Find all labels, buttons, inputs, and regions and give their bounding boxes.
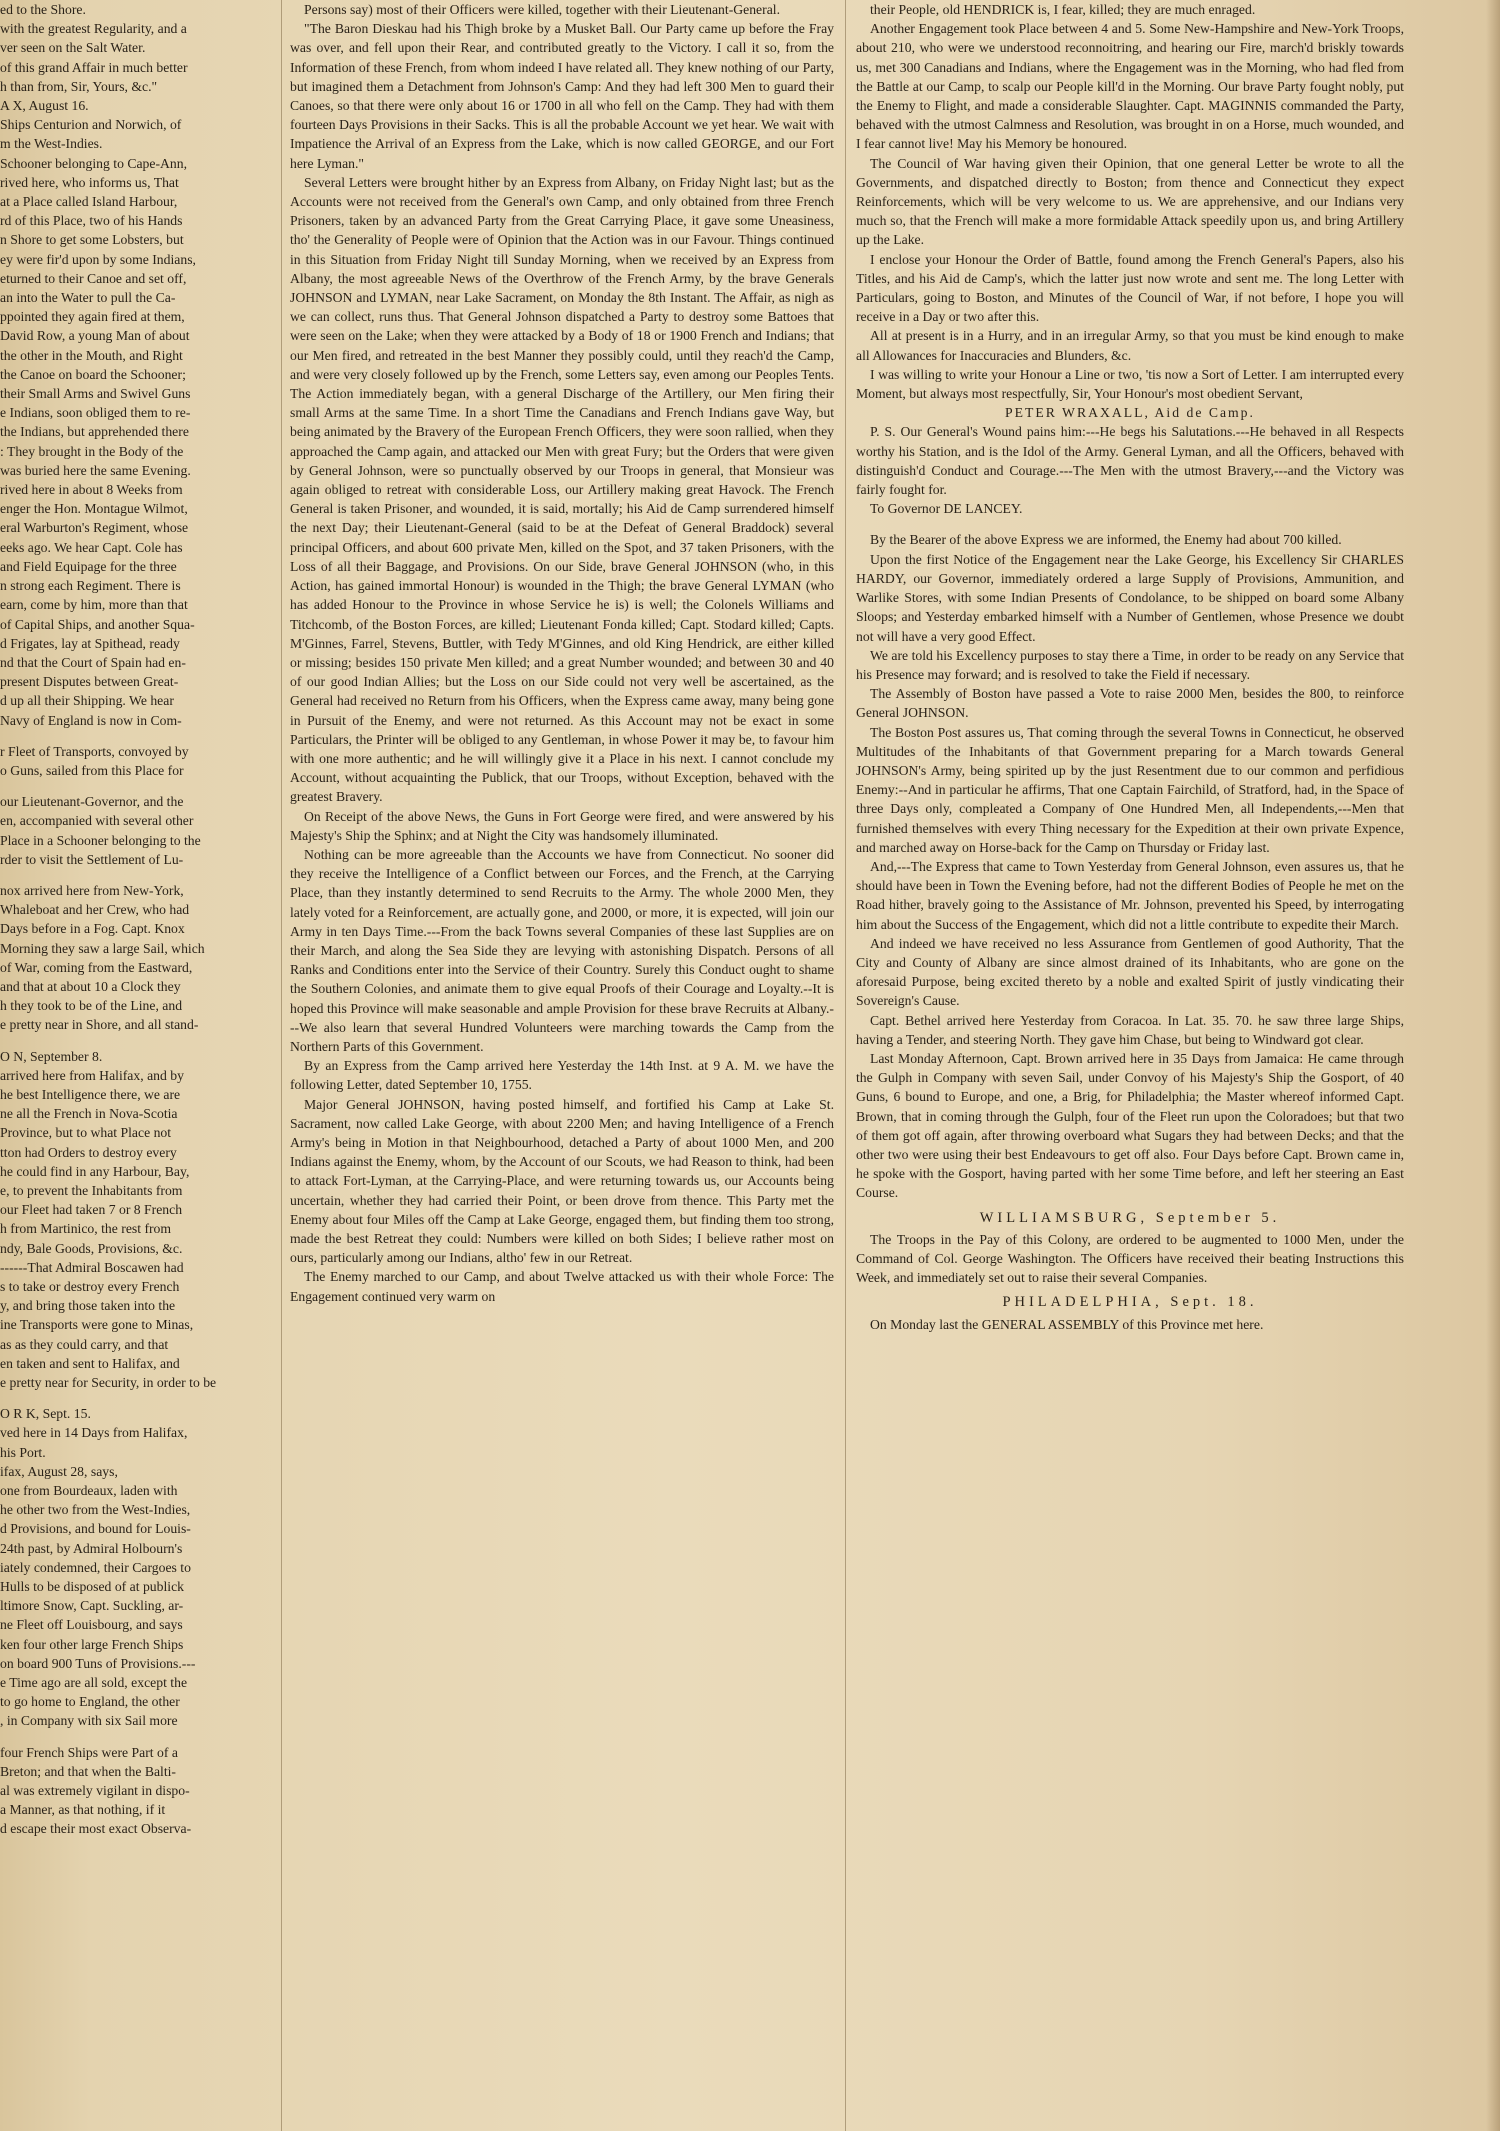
column-rule-2 [845, 0, 846, 2131]
column-middle [290, 0, 834, 2131]
col1-paragraph: d up all their Shipping. We hear [0, 693, 174, 709]
col3-paragraph: And indeed we have received no less Assurance from Gentlemen of good Authority, That the City and County of Albany are since almost drained of its Inhabitants, who are gone on the aforesaid Purpose, being excited thereto by a noble and exalted Spirit of justly vindicating their Sovereign's Cause. [856, 935, 1404, 1009]
col1-paragraph: al was extremely vigilant in dispo- [0, 1783, 190, 1799]
col1-paragraph: 24th past, by Admiral Holbourn's [0, 1540, 183, 1556]
col1-paragraph: n strong each Regiment. There is [0, 578, 181, 594]
col2-paragraph: The Enemy marched to our Camp, and about Twelve attacked us with their whole Force: The Engagement continued very warm on [290, 1269, 834, 1304]
col1-paragraph: present Disputes between Great- [0, 674, 179, 690]
col1-paragraph: ppointed they again fired at them, [0, 309, 185, 325]
col3-paragraph: We are told his Excellency purposes to stay there a Time, in order to be ready on any Service that his Presence may forward; and is resolved to take the Field if necessary. [856, 647, 1404, 682]
col2-paragraph: By an Express from the Camp arrived here Yesterday the 14th Inst. at 9 A. M. we have the following Letter, dated September 10, 1755. [290, 1058, 834, 1093]
col1-paragraph: he other two from the West-Indies, [0, 1502, 191, 1518]
col1-paragraph [0, 869, 270, 881]
col3-paragraph [856, 518, 1404, 530]
col1-paragraph: Schooner belonging to Cape-Ann, [0, 155, 188, 171]
col1-paragraph: ey were fir'd upon by some Indians, [0, 251, 196, 267]
col1-paragraph: eral Warburton's Regiment, whose [0, 520, 189, 536]
col3-dateline: PHILADELPHIA, Sept. 18. [1002, 1294, 1258, 1311]
col1-paragraph: ed to the Shore. [0, 2, 86, 17]
col1-paragraph: his Port. [0, 1444, 46, 1460]
col3-paragraph: On Monday last the GENERAL ASSEMBLY of this Province met here. [870, 1316, 1264, 1332]
col1-paragraph: , in Company with six Sail more [0, 1713, 178, 1729]
col1-paragraph: ine Transports were gone to Minas, [0, 1317, 194, 1333]
col1-paragraph: rd of this Place, two of his Hands [0, 213, 183, 229]
col1-paragraph: e pretty near in Shore, and all stand- [0, 1017, 199, 1033]
col1-paragraph: iately condemned, their Cargoes to [0, 1559, 191, 1575]
col1-paragraph: of this grand Affair in much better [0, 59, 188, 75]
col1-paragraph: and Field Equipage for the three [0, 558, 177, 574]
col1-paragraph: en, accompanied with several other [0, 813, 194, 829]
col1-paragraph: a Manner, as that nothing, if it [0, 1802, 166, 1818]
col1-paragraph [0, 1392, 270, 1404]
col1-paragraph [0, 780, 270, 792]
col1-paragraph: o Guns, sailed from this Place for [0, 762, 184, 778]
col1-paragraph: e, to prevent the Inhabitants from [0, 1182, 183, 1198]
col2-paragraph: Persons say) most of their Officers were killed, together with their Lieutenant-General. [304, 2, 780, 17]
col1-paragraph: eeks ago. We hear Capt. Cole has [0, 539, 183, 555]
column-left-cropped [0, 0, 270, 2131]
col1-paragraph: and that at about 10 a Clock they [0, 978, 181, 994]
col2-paragraph: "The Baron Dieskau had his Thigh broke by a Musket Ball. Our Party came up before the Fray was over, and fell upon their Rear, and contributed greatly to the Victory. I call it so, from the Information of these French, from whom indeed I have related all. They knew nothing of our Party, but imagined them a Detachment from Johnson's Camp: And they had left 300 Men to guard their Canoes, so that there were only about 16 or 1700 in all who fell on the Camp. They had with them fourteen Days Provisions in their Sacks. This is all the probable Account we yet hear. We wait with Impatience the Arrival of an Express from the Lake, which is now called GEORGE, and our Fort here Lyman." [290, 21, 834, 171]
col1-paragraph: e Indians, soon obliged them to re- [0, 405, 191, 421]
col1-paragraph: on board 900 Tuns of Provisions.--- [0, 1655, 196, 1671]
col1-paragraph: nd that the Court of Spain had en- [0, 654, 186, 670]
col1-paragraph: m the West-Indies. [0, 136, 103, 152]
column-rule-1 [281, 0, 282, 2131]
col1-paragraph: one from Bourdeaux, laden with [0, 1483, 178, 1499]
col1-paragraph: earn, come by him, more than that [0, 597, 188, 613]
col3-paragraph: And,---The Express that came to Town Yesterday from General Johnson, even assures us, that he should have been in Town the Evening before, had not the different Bodies of People he met on the Road hither, bravely going to the Assistance of Mr. Johnson, prevented his Speed, by interrogating him about the Success of the Engagement, which did not a little contribute to expedite their March. [856, 858, 1404, 932]
col1-paragraph: Morning they saw a large Sail, which [0, 940, 205, 956]
col1-paragraph: as as they could carry, and that [0, 1336, 169, 1352]
col3-paragraph: All at present is in a Hurry, and in an irregular Army, so that you must be kind enough to make all Allowances for Inaccuracies and Blunders, &c. [856, 328, 1404, 363]
col1-paragraph: of War, coming from the Eastward, [0, 959, 193, 975]
col1-paragraph: e pretty near for Security, in order to be [0, 1375, 217, 1391]
col3-paragraph: P. S. Our General's Wound pains him:---He begs his Salutations.---He behaved in all Respects worthy his Station, and is the Idol of the Army. General Lyman, and all the Officers, behaved with distinguish'd Conduct and Courage.---The Men with the utmost Bravery,---and the Victory was fairly fought for. [856, 424, 1404, 498]
col1-paragraph: he best Intelligence there, we are [0, 1086, 181, 1102]
col1-paragraph: at a Place called Island Harbour, [0, 194, 178, 210]
col1-paragraph: Hulls to be disposed of at publick [0, 1579, 184, 1595]
col2-paragraph: Nothing can be more agreeable than the Accounts we have from Connecticut. No sooner did they receive the Intelligence of a Conflict between our Forces, and the French, at the Carrying Place, than they instantly determined to send Recruits to the Army. The whole 2000 Men, they lately voted for a Reinforcement, are actually gone, and 2000, or more, it is expected, will join our Army in ten Days Time.---From the back Towns several Companies of these last Supplies are on their March, and along the Sea Side they are levying with astonishing Dispatch. Persons of all Ranks and Conditions enter into the Service of their Country. Surely this Conduct ought to shame the Southern Colonies, and animate them to give equal Proofs of their Courage and Loyalty.--It is hoped this Province will make seasonable and ample Provision for these brave Recruits at Albany.---We also learn that several Hundred Volunteers were marching towards the Camp from the Northern Parts of this Government. [290, 846, 834, 1054]
col3-paragraph: The Troops in the Pay of this Colony, are ordered to be augmented to 1000 Men, under the Command of Col. George Washington. The Officers have received their beating Instructions this Week, and immediately set out to raise their several Companies. [856, 1231, 1404, 1286]
col1-paragraph: Breton; and that when the Balti- [0, 1763, 176, 1779]
col1-paragraph: to go home to England, the other [0, 1694, 180, 1710]
col3-paragraph: To Governor DE LANCEY. [870, 501, 1023, 517]
col1-paragraph: eturned to their Canoe and set off, [0, 270, 187, 286]
col1-paragraph: n Shore to get some Lobsters, but [0, 232, 184, 248]
col1-paragraph: : They brought in the Body of the [0, 443, 184, 459]
col1-paragraph: ltimore Snow, Capt. Suckling, ar- [0, 1598, 184, 1614]
col1-paragraph: d Provisions, and bound for Louis- [0, 1521, 191, 1537]
col1-paragraph: Ships Centurion and Norwich, of [0, 117, 182, 133]
col1-paragraph: O R K, Sept. 15. [0, 1406, 91, 1422]
col1-paragraph: the Canoe on board the Schooner; [0, 366, 186, 382]
col1-paragraph: d escape their most exact Observa- [0, 1821, 192, 1837]
col1-paragraph: Place in a Schooner belonging to the [0, 832, 201, 848]
col3-paragraph: The Boston Post assures us, That coming through the several Towns in Connecticut, he observed Multitudes of the Inhabitants of that Government preparing for a March towards General JOHNSON's Army, being spirited up by the just Resentment due to our common and perfidious Enemy:--And in particular he affirms, That one Captain Fairchild, of Stratford, had, in the Space of three Days only, compleated a Company of One Hundred Men, all Independents,---Men that furnished themselves with every Thing necessary for the Expedition at their own private Expence, and marched away on Horse-back for the Camp on Thursday or Friday last. [856, 724, 1404, 855]
col1-paragraph: A X, August 16. [0, 98, 89, 114]
col1-paragraph: rived here, who informs us, That [0, 174, 179, 190]
col1-paragraph: four French Ships were Part of a [0, 1744, 178, 1760]
col1-paragraph: our Fleet had taken 7 or 8 French [0, 1202, 183, 1218]
col1-paragraph [0, 1035, 270, 1047]
col1-paragraph: h from Martinico, the rest from [0, 1221, 172, 1237]
col1-paragraph: David Row, a young Man of about [0, 328, 190, 344]
col1-paragraph: ken four other large French Ships [0, 1636, 184, 1652]
col1-paragraph: ne all the French in Nova-Scotia [0, 1106, 178, 1122]
col3-paragraph: The Council of War having given their Opinion, that one general Letter be wrote to all the Governments, and dispatched directly to Boston; from thence and Connecticut they expect Reinforcements, which will be very welcome to us. We are apprehensive, and our Indians very much so, that the French will make a more formidable Attack speedily upon us, and bring Artillery up the Lake. [856, 155, 1404, 248]
column-right [856, 0, 1404, 2131]
col3-paragraph: I was willing to write your Honour a Line or two, 'tis now a Sort of Letter. I am interrupted every Moment, but always most respectfully, Sir, Your Honour's most obedient Servant, [856, 366, 1404, 402]
col1-paragraph: ifax, August 28, says, [0, 1463, 118, 1479]
col1-paragraph: the other in the Mouth, and Right [0, 347, 183, 363]
col1-paragraph: the Indians, but apprehended there [0, 424, 189, 440]
col3-paragraph: By the Bearer of the above Express we are informed, the Enemy had about 700 killed. [870, 532, 1342, 548]
col3-dateline: PETER WRAXALL, Aid de Camp. [1005, 405, 1255, 421]
col1-paragraph: e Time ago are all sold, except the [0, 1675, 188, 1691]
col1-paragraph: O N, September 8. [0, 1048, 103, 1064]
col1-paragraph: with the greatest Regularity, and a [0, 21, 187, 37]
col3-paragraph: Last Monday Afternoon, Capt. Brown arrived here in 35 Days from Jamaica: He came through the Gulph in Company with seven Sail, under Convoy of his Majesty's Ship the Gosport, of 40 Guns, 6 bound to Europe, and one, a Brig, for Philadelphia; the Master whereof informed Capt. Brown, that in coming through the Gulph, four of the Fleet run upon the Coloradoes; but that two of them got off again, after throwing overboard what Sugars they had between Decks; and that the other two were using their best Endeavours to get off also. Four Days before Capt. Brown came in, he spoke with the Gosport, having parted with her some Time before, and left her steering an East Course. [856, 1050, 1404, 1201]
col2-paragraph: Several Letters were brought hither by an Express from Albany, on Friday Night last; but as the Accounts were not received from the General's own Camp, and only obtained from three French Prisoners, taken by an advanced Party from the Great Carrying Place, it gave some Uneasiness, tho' the Generality of People were of Opinion that the Action was in our Favour. Things continued in this Situation from Friday Night till Sunday Morning, when we received by an Express from Albany, the most agreeable News of the Overthrow of the French Army, by the brave Generals JOHNSON and LYMAN, near Lake Sacrament, on Monday the 8th Instant. The Affair, as nigh as we can collect, runs thus. That General Johnson dispatched a Party to destroy some Battoes that were seen on the Lake; when they were attacked by a Body of 18 or 1900 French and Indians; that our Men fired, and retreated in the best Manner they possibly could, until they reach'd the Camp, and were very closely followed up by the French, some Letters say, even among our Peoples Tents. The Action immediately began, with a general Discharge of the Artillery, our Men firing their small Arms at the same Time. In a short Time the Canadians and French Indians gave Way, but being animated by the Bravery of the European French Officers, they were soon rallied, when they approached the Camp again, and attacked our Men with great Fury; but the Orders that were given by General Johnson, were so punctually observed by our Troops in general, that Monsieur was again obliged to retreat with considerable Loss, our Artillery making great Havock. The French General is taken Prisoner, and wounded, it is said, mortally; his Aid de Camp surrendered himself the next Day; their Lieutenant-General (said to be at the Defeat of General Braddock) several principal Officers, and about 600 private Men, killed on the Spot, and 37 taken Prisoners, with the Loss of all their Baggage, and Provisions. On our Side, brave General JOHNSON (who, in this Action, has gained immortal Honour) is wounded in the Thigh; the brave General LYMAN (who has added Honour to the Province in whose Service he is) is well; the Colonels Williams and Titchcomb, of the Boston Forces, are killed; Lieutenant Fonda killed; Capt. Stodard killed; Capts. M'Ginnes, Farrel, Stevens, Buttler, with Tedy M'Ginnes, and old King Hendrick, are either killed or missing; besides 150 private Men killed; and a great Number wounded; and between 30 and 40 of our good Indian Allies; but the Loss on our Side could not very well be ascertained, as the General had received no Return from his Officers, when the Express came away, many being gone in Pursuit of the Enemy, and were not returned. As this Account may not be exact in some Particulars, the Printer will be obliged to any Gentleman, in whose Power it may be, to favour him with one more authentic; and he will willingly give it a Place in his next. I cannot conclude my Account, without acquainting the Publick, that our Troops, without Exception, behaved with the greatest Bravery. [290, 174, 834, 805]
scan-edge-shadow [1486, 0, 1500, 2131]
col1-paragraph: Whaleboat and her Crew, who had [0, 902, 190, 918]
col1-paragraph: Days before in a Fog. Capt. Knox [0, 921, 185, 937]
col3-dateline: WILLIAMSBURG, September 5. [979, 1209, 1281, 1226]
col1-paragraph: h they took to be of the Line, and [0, 998, 183, 1014]
col1-paragraph: enger the Hon. Montague Wilmot, [0, 501, 188, 517]
col1-paragraph: of Capital Ships, and another Squa- [0, 616, 195, 632]
col3-paragraph: The Assembly of Boston have passed a Vote to raise 2000 Men, besides the 800, to reinforce General JOHNSON. [856, 686, 1404, 721]
col1-paragraph: d Frigates, lay at Spithead, ready [0, 635, 180, 651]
col1-paragraph: an into the Water to pull the Ca- [0, 290, 176, 306]
col1-paragraph: ver seen on the Salt Water. [0, 40, 146, 56]
col1-paragraph: Navy of England is now in Com- [0, 712, 182, 728]
col3-paragraph: their People, old HENDRICK is, I fear, killed; they are much enraged. [870, 2, 1256, 17]
col1-paragraph: r Fleet of Transports, convoyed by [0, 743, 189, 759]
col1-paragraph: h than from, Sir, Yours, &c." [0, 78, 158, 94]
col1-paragraph: ved here in 14 Days from Halifax, [0, 1425, 188, 1441]
col1-paragraph: s to take or destroy every French [0, 1279, 180, 1294]
col3-paragraph: I enclose your Honour the Order of Battle, found among the French General's Papers, also his Titles, and his Aid de Camp's, which the latter just now wrote and sent me. The long Letter with Particulars, going to Boston, and Minutes of the Council of War, if not before, I hope you will receive in a Day or two after this. [856, 251, 1404, 325]
col1-paragraph: our Lieutenant-Governor, and the [0, 794, 184, 810]
col1-paragraph: en taken and sent to Halifax, and [0, 1355, 180, 1371]
col1-paragraph: ------That Admiral Boscawen had [0, 1259, 184, 1275]
col3-paragraph: Upon the first Notice of the Engagement near the Lake George, his Excellency Sir CHARLES HARDY, our Governor, immediately ordered a large Supply of Provisions, Ammunition, and Warlike Stores, with some Indian Presents of Condolance, to be shipped on board some Albany Sloops; and Yesterday embarked himself with a Number of Gentlemen, whose Presence we doubt not will have a very good Effect. [856, 551, 1404, 644]
col1-paragraph [0, 1731, 270, 1743]
col1-paragraph: rived here in about 8 Weeks from [0, 482, 183, 498]
col3-paragraph: Another Engagement took Place between 4 and 5. Some New-Hampshire and New-York Troops, about 210, who were we understood reconnoitring, and hearing our Fire, march'd briskly towards us, met 300 Canadians and Indians, where the Engagement was in the Morning, who had fled from the Battle at our Camp, to scalp our People kill'd in the Morning. Our brave Party fought nobly, put the Enemy to Flight, and made a considerable Slaughter. Capt. MAGINNIS commanded the Party, behaved with the utmost Calmness and Resolution, was brought in on a Horse, much wounded, and I fear cannot live! May his Memory be honoured. [856, 21, 1404, 152]
col1-paragraph: nox arrived here from New-York, [0, 882, 184, 898]
col1-paragraph: y, and bring those taken into the [0, 1298, 176, 1314]
col1-paragraph: ndy, Bale Goods, Provisions, &c. [0, 1240, 183, 1256]
col1-paragraph: was buried here the same Evening. [0, 462, 191, 478]
col1-paragraph: Province, but to what Place not [0, 1125, 172, 1141]
col1-paragraph [0, 730, 270, 742]
col1-paragraph: rder to visit the Settlement of Lu- [0, 851, 184, 867]
col1-paragraph: tton had Orders to destroy every [0, 1144, 177, 1160]
col1-paragraph: arrived here from Halifax, and by [0, 1067, 184, 1083]
col2-paragraph: Major General JOHNSON, having posted himself, and fortified his Camp at Lake St. Sacrament, now called Lake George, with about 2200 Men; and having Intelligence of a French Army's being in Motion in that Neighbourhood, detached a Party of about 1000 Men, and 200 Indians against the Enemy, whom, by the Account of our Scouts, we had Reason to think, had been to attack Fort-Lyman, at the Carrying-Place, and were returning towards us, our Accounts being uncertain, whether they had carried their Point, or been drove from thence. This Party met the Enemy about four Miles off the Camp at Lake George, engaged them, but finding them too strong, made the best Retreat they could: Numbers were killed on both Sides; I believe rather most on ours, particularly among our Indians, altho' few in our Retreat. [290, 1096, 834, 1266]
col1-paragraph: he could find in any Harbour, Bay, [0, 1163, 190, 1179]
col3-paragraph: Capt. Bethel arrived here Yesterday from Coracoa. In Lat. 35. 70. he saw three large Ships, having a Tender, and steering North. They gave him Chase, but being to Windward got clear. [856, 1012, 1404, 1047]
col2-paragraph: On Receipt of the above News, the Guns in Fort George were fired, and were answered by his Majesty's Ship the Sphinx; and at Night the City was handsomely illuminated. [290, 808, 834, 843]
col1-paragraph: ne Fleet off Louisbourg, and says [0, 1617, 183, 1633]
col1-paragraph: their Small Arms and Swivel Guns [0, 386, 191, 402]
